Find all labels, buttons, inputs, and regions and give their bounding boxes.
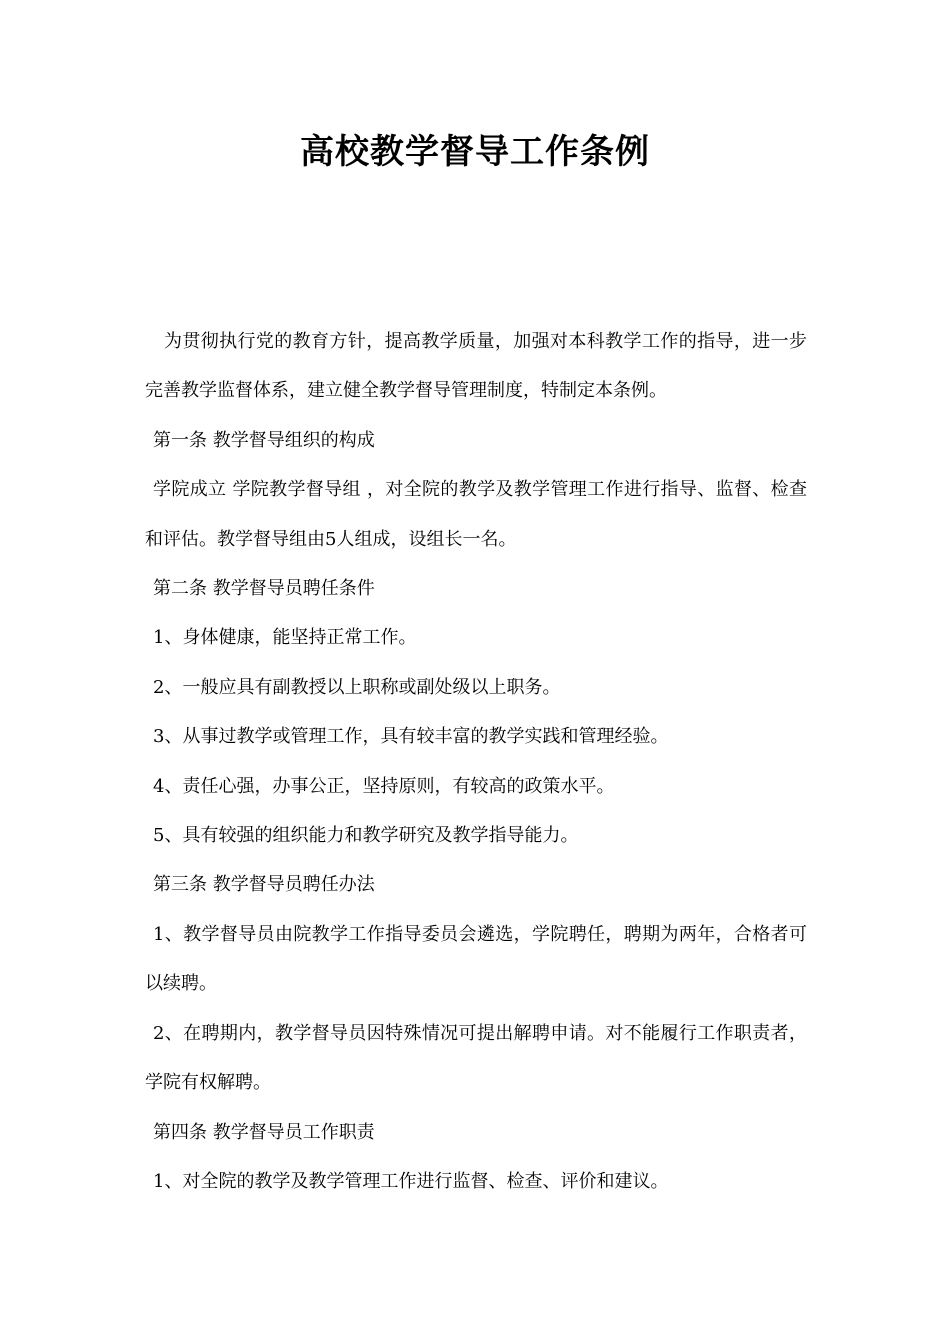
article-2-item-2: 2、一般应具有副教授以上职称或副处级以上职务。: [153, 676, 561, 698]
article-3-item-2: 2、在聘期内，教学督导员因特殊情况可提出解聘申请。对不能履行工作职责者，学院有权解聘。: [145, 1022, 807, 1094]
article-2-item-3: 3、从事过教学或管理工作，具有较丰富的教学实践和管理经验。: [153, 726, 669, 748]
article-1-paragraph: 学院成立 学院教学督导组 ，对全院的教学及教学管理工作进行指导、监督、检查和评估。教学督导组由5人组成，设组长一名。: [145, 479, 807, 550]
article-3-item-1: 1、教学督导员由院教学工作指导委员会遴选，学院聘任，聘期为两年，合格者可以续聘。: [145, 923, 807, 995]
article-1-heading: 第一条 教学督导组织的构成: [153, 429, 375, 451]
document-body: [145, 317, 807, 1206]
article-2-heading: 第二条 教学督导员聘任条件: [153, 578, 375, 600]
article-4-item-1: 1、对全院的教学及教学管理工作进行监督、检查、评价和建议。: [153, 1170, 669, 1192]
article-3-heading: 第三条 教学督导员聘任办法: [153, 874, 375, 896]
article-2-item-1: 1、身体健康，能坚持正常工作。: [153, 627, 417, 649]
article-2-item-5: 5、具有较强的组织能力和教学研究及教学指导能力。: [153, 825, 579, 847]
document-title: 高校教学督导工作条例: [300, 132, 650, 172]
article-4-heading: 第四条 教学督导员工作职责: [153, 1121, 375, 1143]
intro-paragraph: 为贯彻执行党的教育方针，提高教学质量，加强对本科教学工作的指导，进一步完善教学监督体系，建立健全教学督导管理制度，特制定本条例。: [145, 331, 807, 402]
article-2-item-4: 4、责任心强，办事公正，坚持原则，有较高的政策水平。: [153, 775, 615, 797]
